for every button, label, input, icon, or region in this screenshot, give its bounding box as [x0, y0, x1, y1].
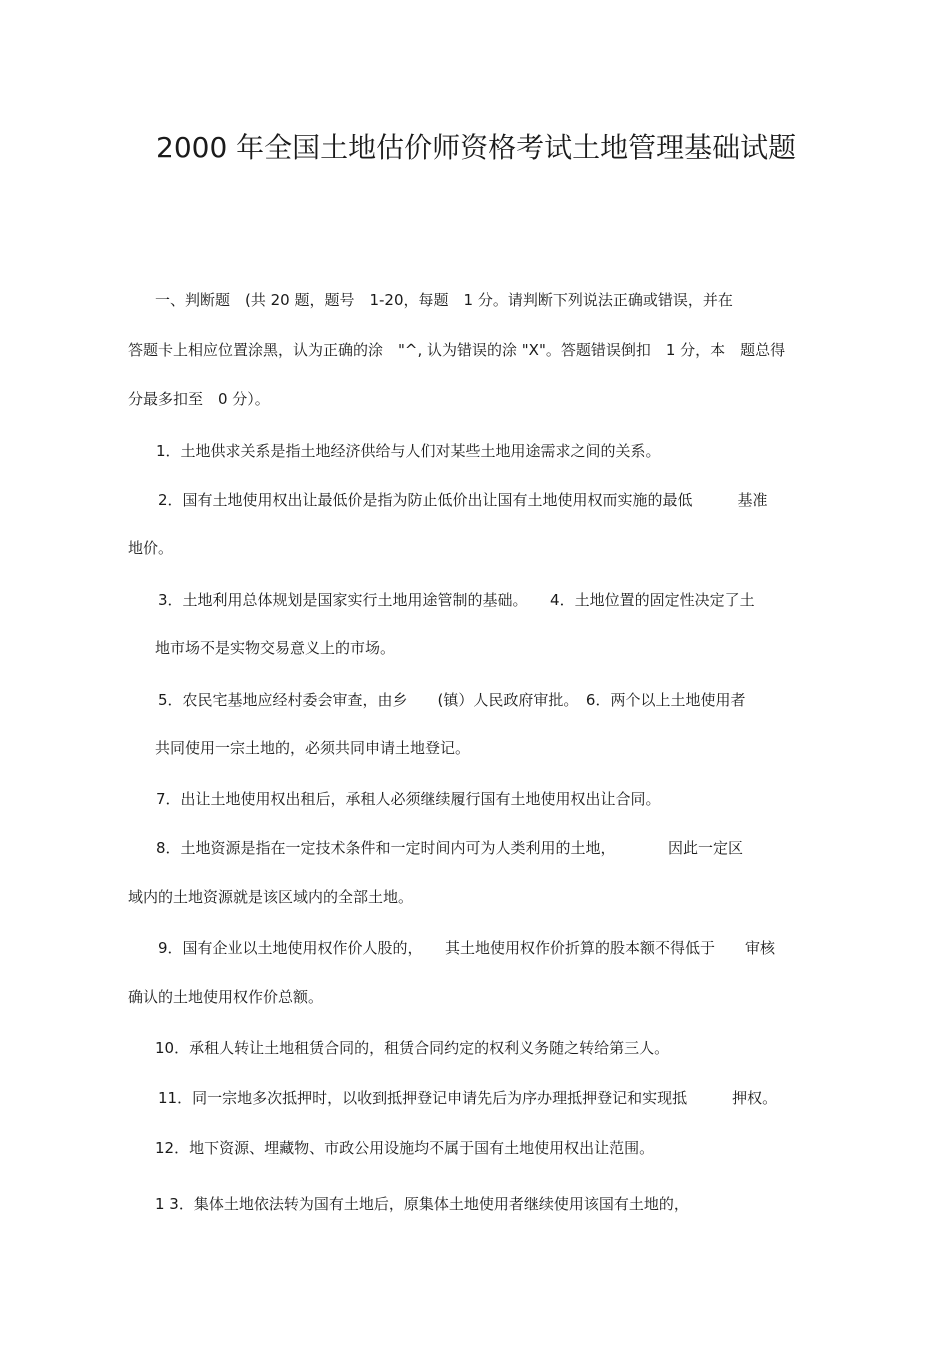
question-8-line-1: 8．土地资源是指在一定技术条件和一定时间内可为人类利用的土地， 因此一定区	[156, 839, 744, 857]
section-instructions-line-2: 答题卡上相应位置涂黑，认为正确的涂 "^, 认为错误的涂 "X"。答题错误倒扣 1 分，本 题总得	[128, 341, 786, 359]
question-11: 11．同一宗地多次抵押时，以收到抵押登记申请先后为序办理抵押登记和实现抵 押权。	[158, 1089, 778, 1107]
question-5-6-line-1: 5．农民宅基地应经村委会审查，由乡 (镇）人民政府审批。 6．两个以上土地使用者	[158, 691, 746, 709]
question-3-4-line-1: 3．土地利用总体规划是国家实行土地用途管制的基础。 4．土地位置的固定性决定了土	[158, 591, 755, 609]
section-instructions-line-1: 一、判断题 (共 20 题，题号 1-20，每题 1 分。请判断下列说法正确或错误，并在	[155, 291, 733, 309]
question-1: 1．土地供求关系是指土地经济供给与人们对某些土地用途需求之间的关系。	[156, 442, 661, 460]
question-7: 7．出让土地使用权出租后，承租人必须继续履行国有土地使用权出让合同。	[156, 790, 661, 808]
question-4-line-2: 地市场不是实物交易意义上的市场。	[155, 639, 396, 657]
section-instructions-line-3: 分最多扣至 0 分）。	[128, 390, 270, 408]
question-2-line-2: 地价。	[128, 539, 174, 557]
question-10: 10．承租人转让土地租赁合同的，租赁合同约定的权利义务随之转给第三人。	[155, 1039, 670, 1057]
question-9-line-2: 确认的土地使用权作价总额。	[128, 988, 324, 1006]
question-13: 1 3．集体土地依法转为国有土地后，原集体土地使用者继续使用该国有土地的，	[155, 1195, 689, 1213]
question-12: 12．地下资源、埋藏物、市政公用设施均不属于国有土地使用权出让范围。	[155, 1139, 655, 1157]
question-8-line-2: 域内的土地资源就是该区域内的全部土地。	[128, 888, 414, 906]
question-9-line-1: 9．国有企业以土地使用权作价人股的， 其土地使用权作价折算的股本额不得低于 审核	[158, 939, 776, 957]
question-6-line-2: 共同使用一宗土地的，必须共同申请土地登记。	[155, 739, 471, 757]
document-title: 2000 年全国土地估价师资格考试土地管理基础试题	[156, 131, 797, 164]
question-2-line-1: 2．国有土地使用权出让最低价是指为防止低价出让国有土地使用权而实施的最低 基准	[158, 491, 768, 509]
